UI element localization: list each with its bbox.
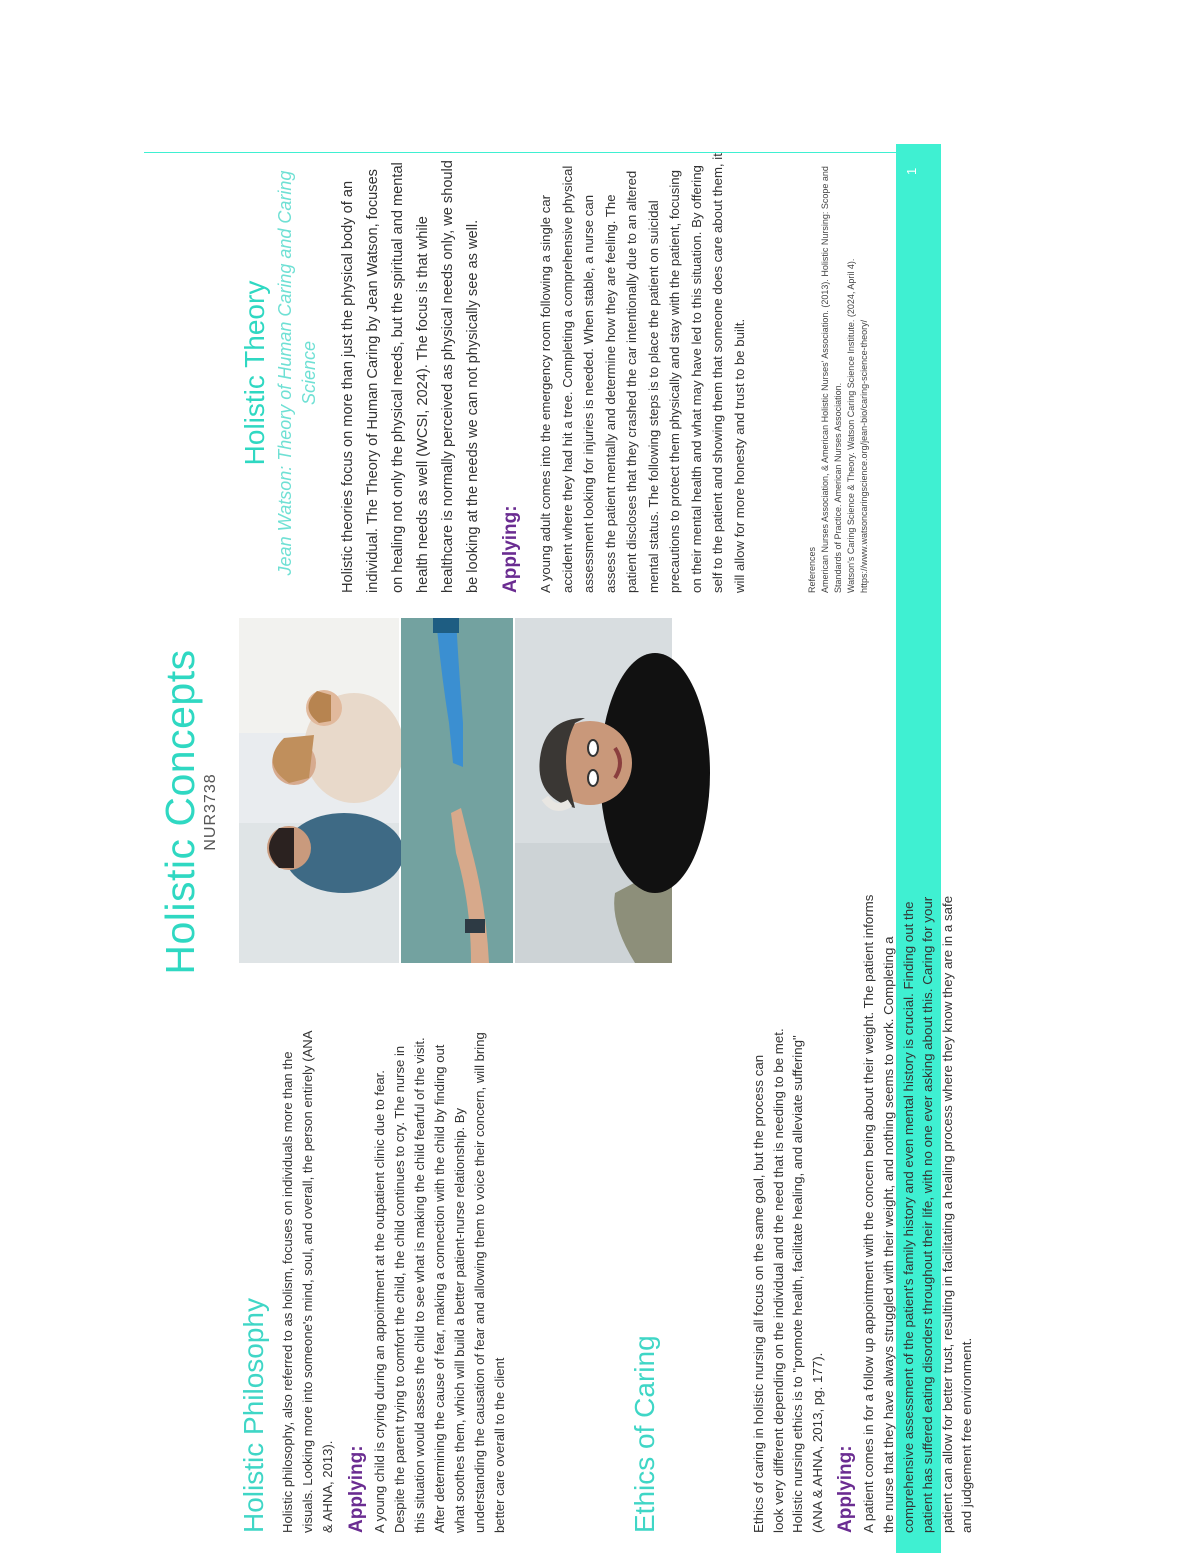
page-number: 1 — [904, 167, 919, 175]
reference-1: American Nurses Association, & American Holistic Nurses' Association. (2013). Holistic Nursing: Scope and Standards of Practice. American Nurses Association. — [820, 166, 843, 593]
ethics-applying-label: Applying: — [835, 1445, 857, 1533]
photo-nurse-with-family — [239, 618, 399, 963]
page-title: Holistic Concepts — [157, 649, 203, 975]
references-label: References — [807, 546, 817, 593]
ethics-text: Ethics of caring in holistic nursing all focus on the same goal, but the process can look very different depending on the individual and the need that is needing to be met. Holistic nursing ethics is to "promote health, facilitate healing, and alleviate suffering" (ANA & AHNA, 2013, pg. 177). — [751, 1028, 825, 1533]
references-section — [806, 153, 871, 593]
section-ethics-of-caring — [629, 1028, 669, 1533]
theory-applying-text: A young adult comes into the emergency room following a single car accident where they had hit a tree. Completing a comprehensive physical assessment looking for injuries is needed. When stable, a nurse can assess the patient mentally and determine how they are feeling. The patient discloses that they crashed the car intentionally due to an altered mental status. The following steps is to place the patient on suicidal precautions to protect them physically and stay with the patient, focusing on their mental health and what may have led to this situation. By offering self to the patient and showing them that someone does care about them, it will allow for more honesty and trust to be built. — [538, 153, 747, 593]
ethics-applying-text: A patient comes in for a follow up appointment with the concern being about their weight. The patient informs the nurse that they have always struggled with their weight, and nothing seems to work. Completing a comprehensive assessment of the patient's family history and even mental history is crucial. Finding out the patient has suffered eating disorders throughout their life, with no one ever asking about this. Caring for your patient can allow for better trust, resulting in facilitating a healing process where they know they are in a safe and judgement free environment. — [861, 894, 975, 1533]
heading-ethics-of-caring: Ethics of Caring — [629, 1335, 660, 1533]
ethics-content — [749, 883, 977, 1533]
theory-text: Holistic theories focus on more than just the physical body of an individual. The Theory of Human Caring by Jean Watson, focuses on healing not only the physical needs, but the spiritual and mental health needs as well (WCSI, 2024). The focus is that while healthcare is normally perceived as physical needs only, we should be looking at the needs we can not physically see as well. — [339, 160, 481, 593]
course-code: NUR3738 — [202, 773, 219, 851]
theory-applying-label: Applying: — [500, 505, 522, 593]
heading-holistic-theory: Holistic Theory — [239, 280, 270, 466]
philosophy-text: Holistic philosophy, also referred to as holism, focuses on individuals more than the visuals. Looking more into someone's mind, soul, and overall, the person entirely (ANA & AHNA, 2013). — [280, 1031, 335, 1533]
photo-reaching-hands — [401, 618, 513, 963]
reference-2: Watson's Caring Science & Theory. Watson Caring Science Institute. (2024, April 4). https://www.watsoncaringscience.org/jean-bio/caring-science-theory/ — [846, 258, 869, 593]
heading-holistic-philosophy: Holistic Philosophy — [238, 1298, 269, 1533]
section-holistic-theory — [239, 153, 764, 593]
document-page-frame — [144, 144, 975, 1553]
philosophy-applying-text: A young child is crying during an appointment at the outpatient clinic due to fear. Despite the parent trying to comfort the child, the child continues to cry. The nurse in this situation would assess the child to see what is making the child fearful of the visit. After determining the cause of fear, making a connection with the child by finding out what soothes them, which will build a better patient-nurse relationship. By understanding the causation of fear and allowing them to voice their concern, will bring better care overall to the client — [372, 1032, 507, 1533]
rotated-document-page — [144, 144, 975, 1553]
photo-portrait-jean-watson — [515, 618, 672, 963]
theory-subheading: Jean Watson: Theory of Human Caring and Caring Science — [275, 170, 319, 576]
section-holistic-philosophy — [238, 1028, 510, 1533]
philosophy-applying-label: Applying: — [346, 1445, 367, 1533]
